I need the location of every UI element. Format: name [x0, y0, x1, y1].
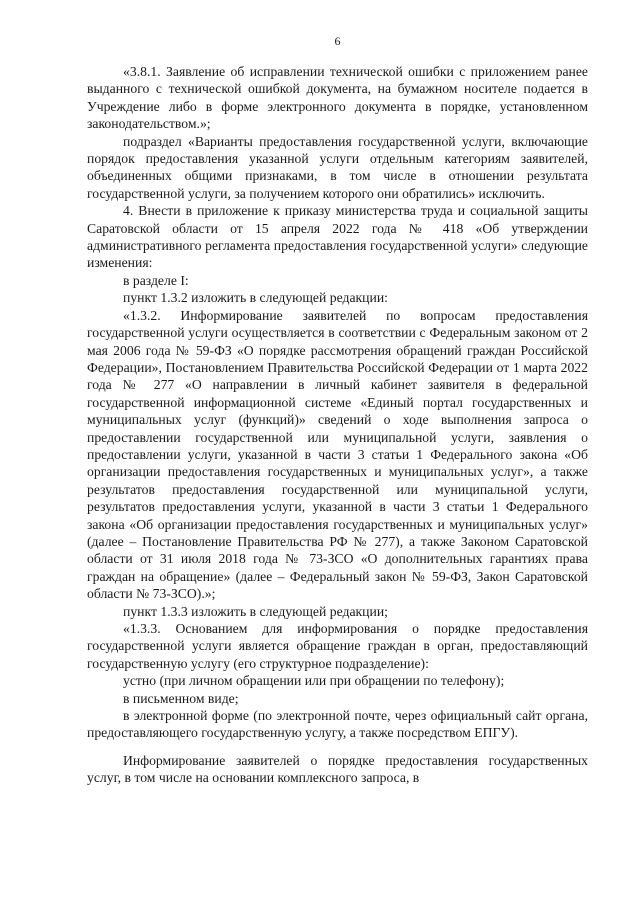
- paragraph-section-1: в разделе I:: [123, 272, 189, 288]
- document-body: [87, 63, 588, 787]
- paragraph-point-1-3-3: «1.3.3. Основанием для информирования о порядке предоставления государственной услуги является обращение граждан в орган, предоставляющий государственную услугу (его структурное подразделение):: [87, 621, 588, 671]
- paragraph-informing: Информирование заявителей о порядке предоставления государственных услуг, в том числе на основании комплексного запроса, в: [87, 752, 588, 786]
- page-number: 6: [334, 34, 341, 48]
- paragraph-point-1-3-2-intro: пункт 1.3.2 изложить в следующей редакции:: [123, 290, 388, 306]
- paragraph-electronic: в электронной форме (по электронной почте, через официальный сайт органа, предоставляющего государственную услугу, а также посредством ЕПГУ).: [87, 708, 588, 741]
- paragraph-point-1-3-2: «1.3.2. Информирование заявителей по вопросам предоставления государственной услуги осуществляется в соответствии с Федеральным законом от 2 мая 2006 года № 59-ФЗ «О порядке рассмотрения обращений граждан Российской Федерации», Постановлением Правительства Российской Федерации от 1 марта 2022 года № 277 «О направлении в личный кабинет заявителя в федеральной государственной информационной системе «Единый портал государственных и муниципальных услуг (функций)» сведений о ходе выполнения запроса о предоставлении государственной или муниципальной услуги, заявления о предоставлении услуги, указанной в части 3 статьи 1 Федерального закона «Об организации предоставления государственных и муниципальных услуг», а также результатов предоставления государственной или муниципальной услуги, результатов предоставления услуги, указанной в части 3 статьи 1 Федерального закона «Об организации предоставления государственных и муниципальных услуг» (далее – Постановление Правительства РФ № 277), а также Законом Саратовской области от 31 июля 2018 года № 73-ЗСО «О дополнительных гарантиях права граждан на обращение» (далее – Федеральный закон № 59-ФЗ, Закон Саратовской области № 73-ЗСО).»;: [87, 307, 588, 602]
- paragraph-oral: устно (при личном обращении или при обращении по телефону);: [123, 673, 505, 689]
- paragraph-written: в письменном виде;: [123, 690, 239, 706]
- paragraph-point-1-3-3-intro: пункт 1.3.3 изложить в следующей редакции;: [123, 603, 388, 619]
- paragraph-item-4: 4. Внести в приложение к приказу министерства труда и социальной защиты Саратовской области от 15 апреля 2022 года № 418 «Об утверждении административного регламента предоставления государственной услуги» следующие изменения:: [87, 203, 588, 271]
- paragraph-3-8-1: «3.8.1. Заявление об исправлении технической ошибки с приложением ранее выданного с технической ошибкой документа, на бумажном носителе подается в Учреждение либо в форме электронного документа в порядке, установленном законодательством.»;: [87, 64, 588, 132]
- paragraph-subsection-exclusion: подраздел «Варианты предоставления государственной услуги, включающие порядок предоставления указанной услуги отдельным категориям заявителей, объединенных общими признаками, в том числе в отношении результата государственной услуги, за получением которого они обратились» исключить.: [87, 133, 588, 201]
